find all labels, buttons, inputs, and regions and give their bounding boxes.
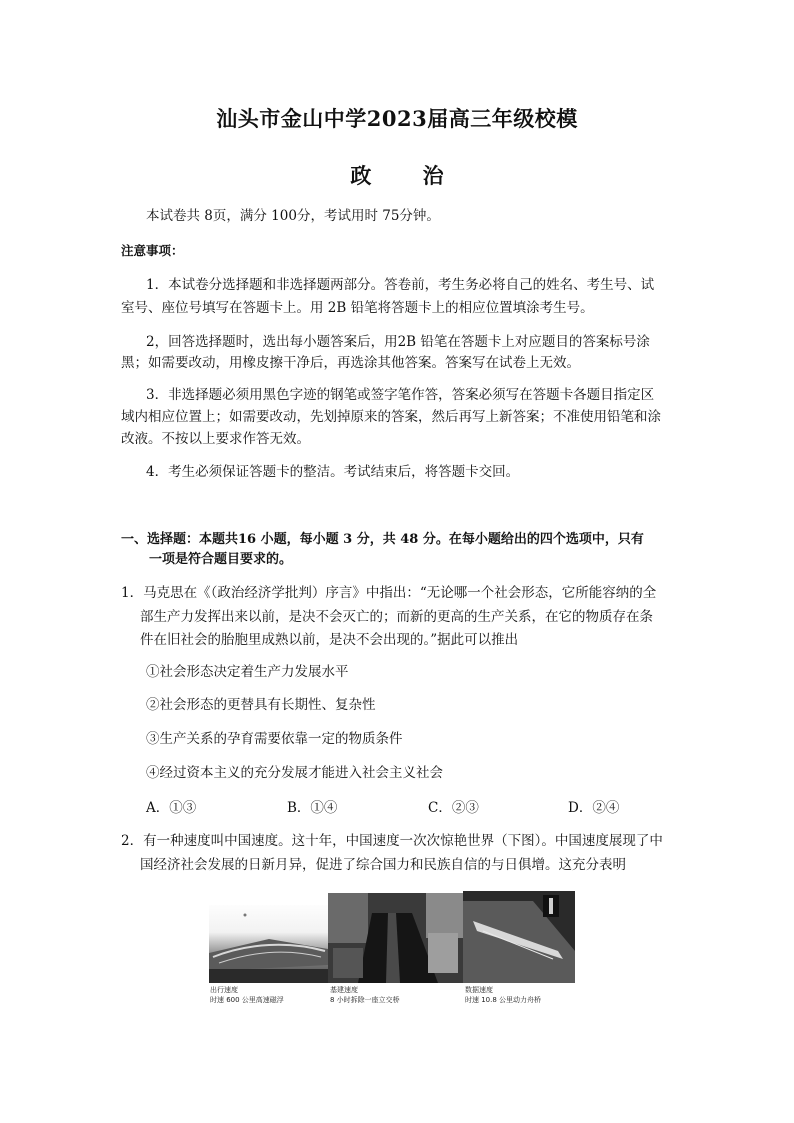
q1-option-b: B．①④	[287, 800, 338, 816]
q1-statement-4: ④经过资本主义的充分发展才能进入社会主义社会	[146, 765, 443, 781]
notice-item-1-line-1: 1．本试卷分选择题和非选择题两部分。答卷前，考生务必将自己的姓名、考生号、试	[146, 277, 655, 293]
figure-caption-3-title: 数据速度	[465, 986, 493, 994]
q1-statement-3: ③生产关系的孕育需要依靠一定的物质条件	[146, 731, 403, 747]
figure-caption-3-desc: 时速 10.8 公里动力舟桥	[465, 996, 542, 1004]
figure-caption-2-title: 基建速度	[330, 986, 358, 994]
notice-item-2-line-1: 2，回答选择题时，选出每小题答案后，用2B 铅笔在答题卡上对应题目的答案标号涂	[146, 334, 650, 350]
q1-option-d: D．②④	[568, 800, 620, 816]
section-heading-line-1: 一、选择题：本题共16 小题，每小题 3 分，共 48 分。在每小题给出的四个选项中，只有	[121, 532, 644, 547]
q1-statement-1: ①社会形态决定着生产力发展水平	[146, 664, 349, 680]
subject-title: 政 治	[350, 163, 466, 188]
notice-item-3-line-3: 改液。不按以上要求作答无效。	[121, 431, 310, 447]
notice-item-3-line-1: 3．非选择题必须用黑色字迹的钢笔或签字笔作答，答案必须写在答题卡各题目指定区	[146, 387, 655, 403]
q2-stem-line-2: 国经济社会发展的日新月异，促进了综合国力和民族自信的与日俱增。这充分表明	[140, 857, 626, 873]
exam-intro: 本试卷共 8页，满分 100分，考试用时 75分钟。	[146, 208, 440, 224]
notice-heading: 注意事项：	[121, 243, 184, 258]
q2-stem-line-1: 2．有一种速度叫中国速度。这十年，中国速度一次次惊艳世界（下图）。中国速度展现了中	[121, 833, 663, 849]
figure-caption-1-title: 出行速度	[210, 986, 238, 994]
bridge-demolition-photo	[328, 893, 463, 983]
figure-caption-2-desc: 8 小时拆除一座立交桥	[330, 996, 400, 1004]
q1-option-c: C．②③	[428, 800, 479, 816]
q1-option-a: A．①③	[146, 800, 197, 816]
q1-statement-2: ②社会形态的更替具有长期性、复杂性	[146, 697, 376, 713]
q1-stem-line-3: 件在旧社会的胎胞里成熟以前，是决不会出现的。”据此可以推出	[140, 632, 519, 648]
figure-caption-1-desc: 时速 600 公里高速磁浮	[210, 996, 284, 1004]
notice-item-3-line-2: 域内相应位置上；如需要改动，先划掉原来的答案，然后再写上新答案；不准使用铅笔和涂	[121, 409, 661, 425]
q1-stem-line-2: 部生产力发挥出来以前，是决不会灭亡的；而新的更高的生产关系，在它的物质存在条	[140, 609, 653, 625]
q1-stem-line-1: 1．马克思在《（政治经济学批判）序言》中指出：“无论哪一个社会形态，它所能容纳的全	[121, 585, 657, 601]
maglev-train-photo	[209, 905, 328, 983]
section-heading-line-2: 一项是符合题目要求的。	[149, 552, 293, 567]
notice-item-1-line-2: 室号、座位号填写在答题卡上。用 2B 铅笔将答题卡上的相应位置填涂考生号。	[121, 300, 594, 316]
exam-title: 汕头市金山中学2023届高三年级校模	[216, 106, 578, 131]
notice-item-4-line-1: 4．考生必须保证答题卡的整洁。考试结束后，将答题卡交回。	[146, 464, 520, 480]
notice-item-2-line-2: 黑；如需要改动，用橡皮擦干净后，再选涂其他答案。答案写在试卷上无效。	[121, 355, 580, 371]
bridge-ship-photo	[463, 891, 575, 983]
